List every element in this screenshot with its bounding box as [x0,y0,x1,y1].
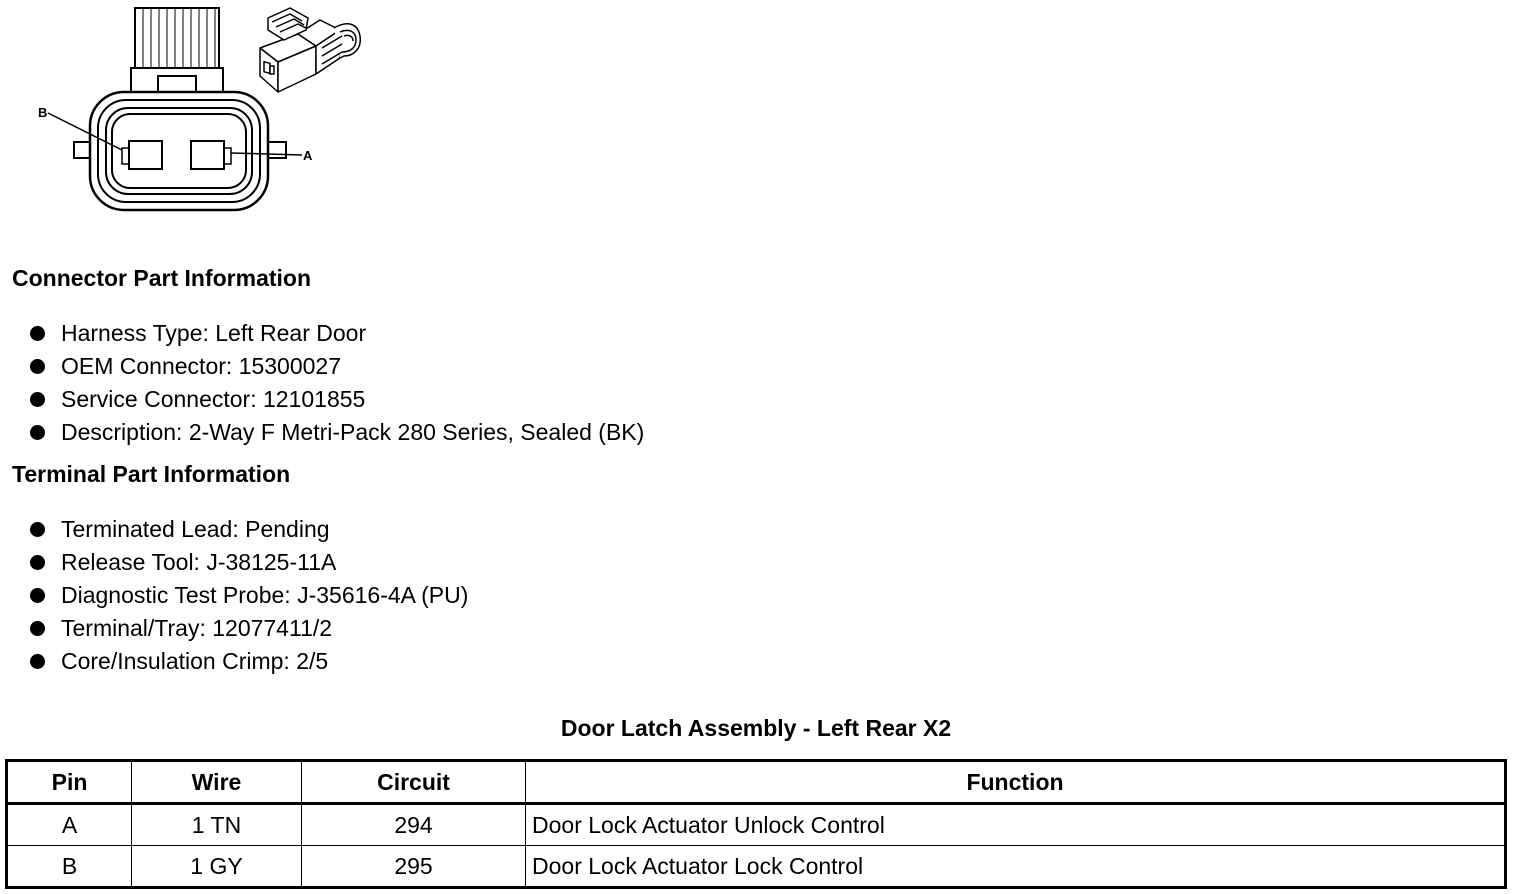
pin-b-label: B [38,105,48,120]
terminal-part-information-list [30,513,468,678]
terminal-part-information-heading: Terminal Part Information [12,461,291,487]
table-row [7,804,1506,846]
cell-function: Door Lock Actuator Unlock Control [526,804,1506,846]
list-item: Terminal/Tray: 12077411/2 [30,612,468,645]
pinout-table-title: Door Latch Assembly - Left Rear X2 [560,715,952,741]
cell-circuit: 295 [302,846,526,888]
list-item: Terminated Lead: Pending [30,513,468,546]
connector-part-information-list [30,317,644,449]
pinout-table [5,759,1507,889]
list-item: Harness Type: Left Rear Door [30,317,644,350]
pin-a-label: A [303,148,313,163]
list-item: Release Tool: J-38125-11A [30,546,468,579]
column-header-function: Function [526,761,1506,804]
connector-isometric-illustration [250,0,370,110]
list-item: Diagnostic Test Probe: J-35616-4A (PU) [30,579,468,612]
column-header-pin: Pin [7,761,132,804]
table-header-row [7,761,1506,804]
cell-wire: 1 GY [132,846,302,888]
cell-function: Door Lock Actuator Lock Control [526,846,1506,888]
cell-pin: A [7,804,132,846]
cell-pin: B [7,846,132,888]
table-row [7,846,1506,888]
cell-circuit: 294 [302,804,526,846]
cell-wire: 1 TN [132,804,302,846]
list-item: OEM Connector: 15300027 [30,350,644,383]
column-header-circuit: Circuit [302,761,526,804]
column-header-wire: Wire [132,761,302,804]
list-item: Description: 2-Way F Metri-Pack 280 Series, Sealed (BK) [30,416,644,449]
list-item: Service Connector: 12101855 [30,383,644,416]
list-item: Core/Insulation Crimp: 2/5 [30,645,468,678]
connector-part-information-heading: Connector Part Information [12,265,312,291]
